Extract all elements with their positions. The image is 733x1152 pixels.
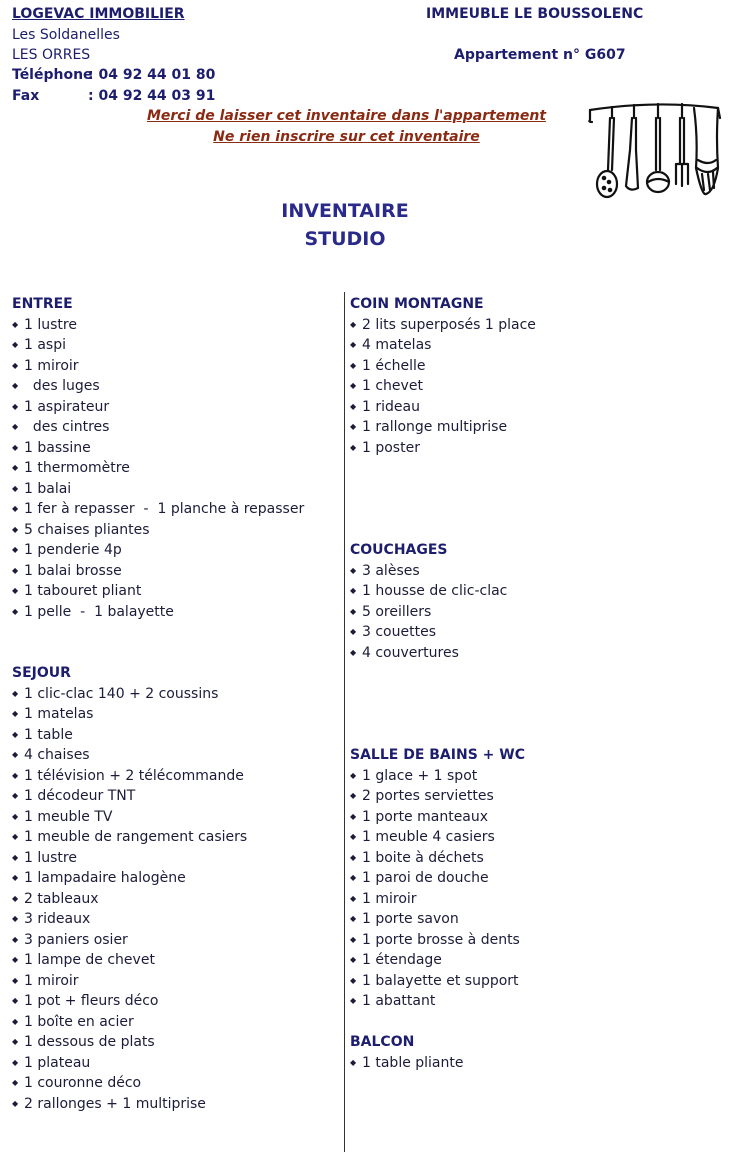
section-couchages [350,540,725,663]
list-item: ◆ 3 rideaux [12,909,337,930]
list-item: ◆ 1 balayette et support [350,971,725,992]
list-item: ◆ 1 porte savon [350,909,725,930]
list-item: ◆ 1 housse de clic-clac [350,581,725,602]
phone-label: Téléphone [12,67,93,83]
list-item: ◆ 2 tableaux [12,889,337,910]
list-item: ◆ 1 meuble de rangement casiers [12,827,337,848]
list-item: ◆ 1 boite à déchets [350,848,725,869]
list-item: ◆ 1 thermomètre [12,458,337,479]
item-list [12,684,337,1115]
list-item: ◆ 1 paroi de douche [350,868,725,889]
list-item: ◆ 1 miroir [350,889,725,910]
list-item: ◆ 1 décodeur TNT [12,786,337,807]
apartment-number: Appartement n° G607 [454,47,626,63]
fax-value: : 04 92 44 03 91 [88,88,216,104]
list-item: ◆ 1 rallonge multiprise [350,417,725,438]
list-item: ◆ 1 table [12,725,337,746]
item-list [350,561,725,664]
kitchen-utensils-icon [586,98,726,206]
list-item: ◆ 1 dessous de plats [12,1032,337,1053]
list-item: ◆ 1 penderie 4p [12,540,337,561]
phone-value: : 04 92 44 01 80 [88,67,216,83]
section-title: SALLE DE BAINS + WC [350,747,525,763]
column-divider [344,292,345,1152]
list-item: ◆ 1 couronne déco [12,1073,337,1094]
list-item: ◆ 1 porte manteaux [350,807,725,828]
list-item: ◆ 3 couettes [350,622,725,643]
page-subtitle: STUDIO [304,228,386,250]
section-title: SEJOUR [12,665,71,681]
list-item: ◆ des luges [12,376,337,397]
list-item: ◆ 3 paniers osier [12,930,337,951]
list-item: ◆ 1 lustre [12,315,337,336]
item-list [350,766,725,1012]
list-item: ◆ 1 bassine [12,438,337,459]
page-title: INVENTAIRE [281,200,409,222]
list-item: ◆ 1 meuble 4 casiers [350,827,725,848]
list-item: ◆ 1 glace + 1 spot [350,766,725,787]
list-item: ◆ 1 clic-clac 140 + 2 coussins [12,684,337,705]
item-list [350,1053,725,1074]
item-list [350,315,725,459]
list-item: ◆ 1 plateau [12,1053,337,1074]
list-item: ◆ 1 matelas [12,704,337,725]
list-item: ◆ 1 tabouret pliant [12,581,337,602]
company-name: LOGEVAC IMMOBILIER [12,6,185,22]
list-item: ◆ 5 oreillers [350,602,725,623]
section-sejour [12,663,337,1114]
list-item: ◆ 1 télévision + 2 télécommande [12,766,337,787]
warning-leave-inventory: Merci de laisser cet inventaire dans l'appartement [146,108,547,124]
fax-row [12,88,215,104]
list-item: ◆ 1 rideau [350,397,725,418]
list-item: ◆ 3 alèses [350,561,725,582]
item-list [12,315,337,623]
list-item: ◆ 2 lits superposés 1 place [350,315,725,336]
left-column [12,294,337,1114]
list-item: ◆ 1 aspi [12,335,337,356]
list-item: ◆ 5 chaises pliantes [12,520,337,541]
list-item: ◆ 1 pot + fleurs déco [12,991,337,1012]
address-line-1: Les Soldanelles [12,27,120,43]
list-item: ◆ 1 aspirateur [12,397,337,418]
list-item: ◆ 1 abattant [350,991,725,1012]
list-item: ◆ 1 miroir [12,971,337,992]
warning-no-writing: Ne rien inscrire sur cet inventaire [213,129,480,145]
list-item: ◆ 1 poster [350,438,725,459]
fax-label: Fax [12,88,40,104]
list-item: ◆ 1 meuble TV [12,807,337,828]
list-item: ◆ 1 étendage [350,950,725,971]
list-item: ◆ 1 miroir [12,356,337,377]
section-title: BALCON [350,1034,415,1050]
list-item: ◆ 1 fer à repasser - 1 planche à repasser [12,499,337,520]
list-item: ◆ 4 couvertures [350,643,725,664]
address-line-2: LES ORRES [12,47,91,63]
section-balcon [350,1032,725,1073]
list-item: ◆ 1 chevet [350,376,725,397]
list-item: ◆ 4 chaises [12,745,337,766]
right-column [350,294,725,1073]
building-name: IMMEUBLE LE BOUSSOLENC [426,6,644,22]
list-item: ◆ 2 rallonges + 1 multiprise [12,1094,337,1115]
list-item: ◆ 1 échelle [350,356,725,377]
section-title: COUCHAGES [350,542,448,558]
list-item: ◆ 1 balai brosse [12,561,337,582]
list-item: ◆ 1 lustre [12,848,337,869]
list-item: ◆ des cintres [12,417,337,438]
section-title: ENTREE [12,296,73,312]
list-item: ◆ 2 portes serviettes [350,786,725,807]
list-item: ◆ 4 matelas [350,335,725,356]
phone-row [12,67,215,83]
list-item: ◆ 1 porte brosse à dents [350,930,725,951]
section-title: COIN MONTAGNE [350,296,484,312]
list-item: ◆ 1 lampe de chevet [12,950,337,971]
list-item: ◆ 1 table pliante [350,1053,725,1074]
list-item: ◆ 1 lampadaire halogène [12,868,337,889]
list-item: ◆ 1 boîte en acier [12,1012,337,1033]
list-item: ◆ 1 pelle - 1 balayette [12,602,337,623]
list-item: ◆ 1 balai [12,479,337,500]
section-salle-de-bains [350,745,725,1012]
section-coin-montagne [350,294,725,458]
section-entree [12,294,337,622]
